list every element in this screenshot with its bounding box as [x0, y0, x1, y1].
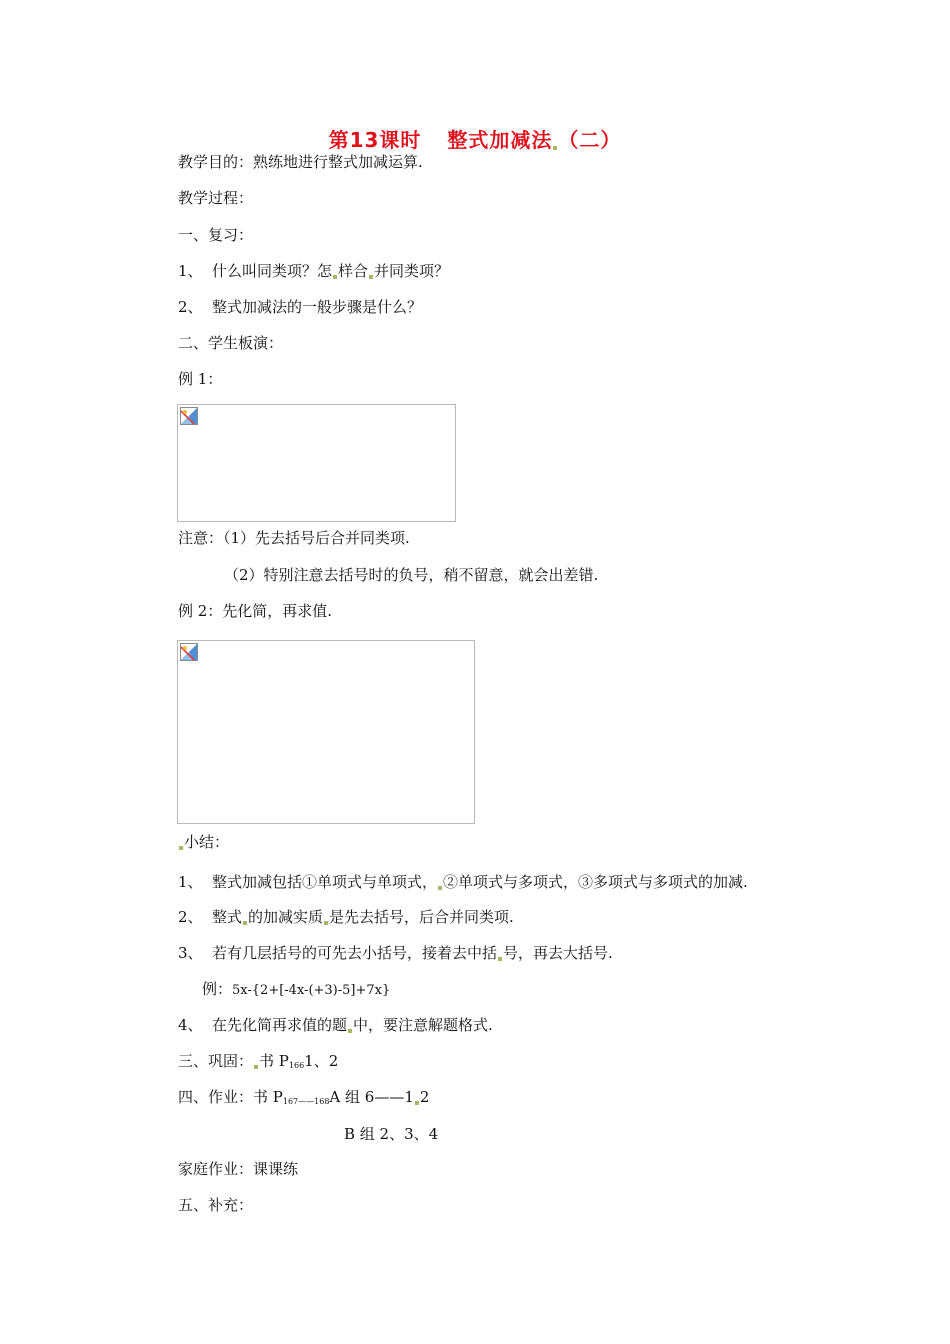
note-second: （2）特别注意去括号时的负号，稍不留意，就会出差错.	[224, 566, 599, 584]
edit-mark	[553, 146, 557, 150]
edit-mark	[254, 1065, 258, 1069]
review-heading: 一、复习：	[178, 226, 254, 244]
broken-image-icon	[180, 407, 198, 425]
example2-image	[177, 640, 475, 824]
summary-item: 2、 整式 的加减实质 是先去括号，后合并同类项.	[178, 908, 514, 926]
lesson-title	[0, 124, 950, 153]
summary-item: 4、 在先化简再求值的题 中，要注意解题格式.	[178, 1016, 493, 1034]
edit-mark	[348, 1029, 352, 1033]
edit-mark	[438, 886, 442, 890]
summary-item: 3、 若有几层括号的可先去小括号，接着去中括 号，再去大括号.	[178, 944, 613, 962]
math-expression: 5x-{2+[-4x-(+3)-5]+7x}	[232, 983, 391, 998]
edit-mark	[333, 275, 337, 279]
homework-group-b: B 组 2、3、4	[344, 1125, 439, 1143]
lesson-number: 第13课时	[328, 128, 422, 152]
edit-mark	[243, 921, 247, 925]
edit-mark	[415, 1101, 419, 1105]
family-homework: 家庭作业：课课练	[178, 1160, 299, 1178]
review-item: 1、 什么叫同类项？怎 样合 并同类项？	[178, 262, 450, 280]
example2-label: 例 2：先化简，再求值.	[178, 602, 333, 620]
board-heading: 二、学生板演：	[178, 334, 284, 352]
supplement-heading: 五、补充：	[178, 1196, 254, 1214]
summary-item: 1、 整式加减包括①单项式与单项式， ②单项式与多项式，③多项式与多项式的加减.	[178, 873, 748, 891]
edit-mark	[324, 921, 328, 925]
edit-mark	[498, 957, 502, 961]
objective: 教学目的：熟练地进行整式加减运算.	[178, 153, 423, 171]
example1-label: 例 1：	[178, 370, 223, 388]
note-first: 注意：（1）先去括号后合并同类项.	[178, 529, 410, 547]
review-item: 2、 整式加减法的一般步骤是什么？	[178, 298, 423, 316]
lesson-topic: 整式加减法	[447, 128, 553, 152]
example1-image	[177, 404, 456, 522]
summary-example: 例：5x-{2+[-4x-(+3)-5]+7x}	[202, 980, 391, 998]
summary-heading: 小结：	[178, 832, 229, 852]
lesson-part: （二）	[558, 128, 622, 152]
process-heading: 教学过程：	[178, 189, 254, 207]
edit-mark	[369, 275, 373, 279]
edit-mark	[179, 846, 183, 850]
broken-image-icon	[180, 643, 198, 661]
consolidate-line: 三、巩固： 书 $P_{166}1$、2	[178, 1052, 339, 1070]
homework-line: 四、作业：书 $P_{167——168}A$ 组 6——1 2	[178, 1088, 430, 1106]
